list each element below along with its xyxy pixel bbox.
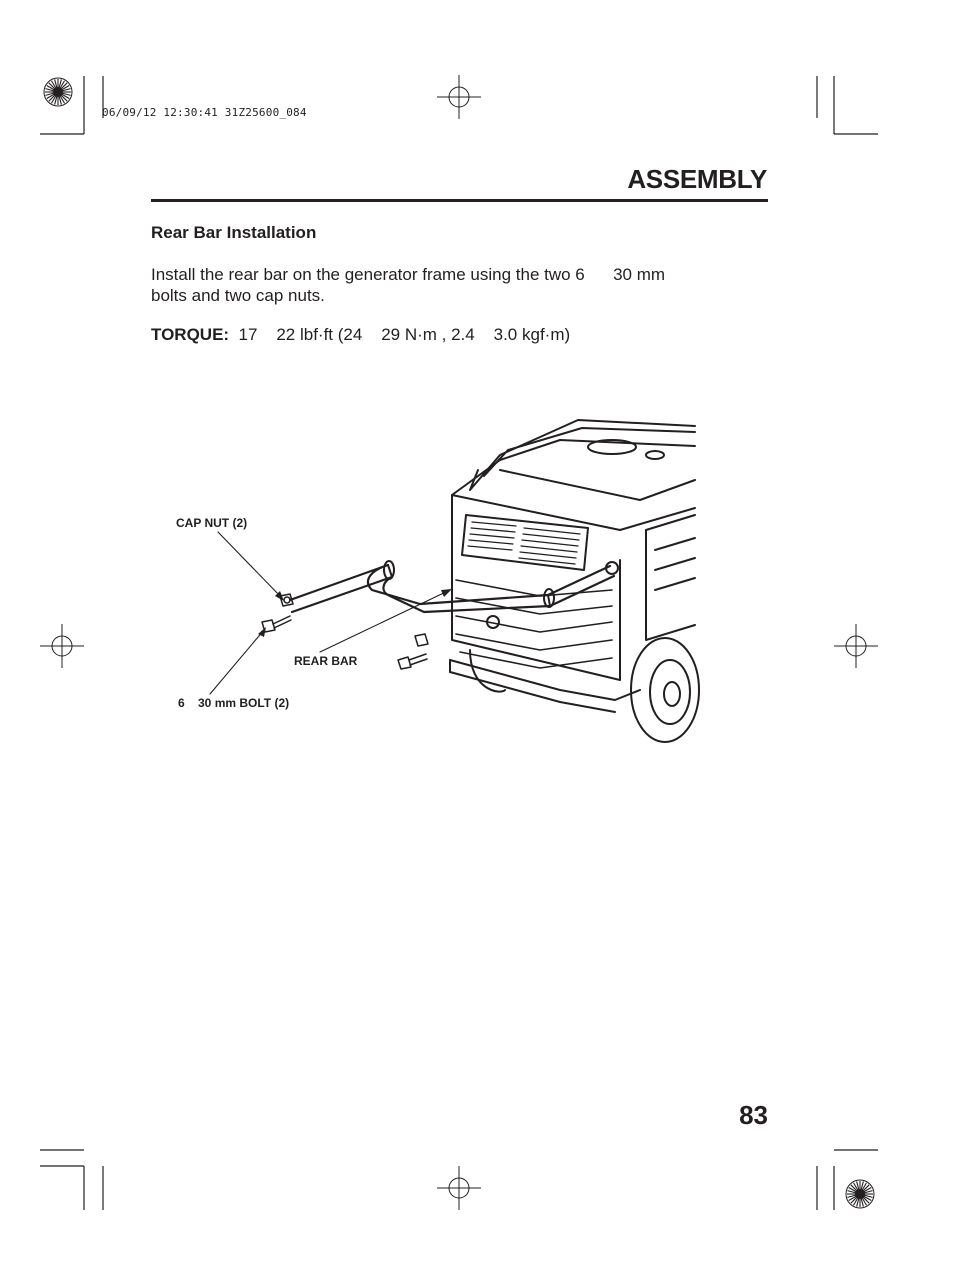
section-heading: Rear Bar Installation — [151, 223, 317, 242]
page-number: 83 — [739, 1100, 768, 1130]
cap-nut-icon — [280, 594, 428, 646]
bolt-leader — [210, 630, 264, 694]
instruction-line-2: bolts and two cap nuts. — [151, 286, 325, 305]
torque-value: 17 22 lbf·ft (24 29 N·m , 2.4 3.0 kgf·m) — [229, 325, 571, 344]
torque-label: TORQUE: — [151, 325, 230, 344]
page-title: ASSEMBLY — [627, 164, 767, 194]
callout-rear-bar: REAR BAR — [294, 654, 358, 668]
cap-nut-leader — [218, 532, 282, 598]
print-stamp: 06/09/12 12:30:41 31Z25600_084 — [102, 106, 307, 119]
rear-bar-leader — [320, 590, 450, 652]
rear-bar — [290, 565, 610, 604]
instruction-line-1: Install the rear bar on the generator frame using the two 6 30 mm — [151, 265, 666, 284]
callout-bolt: 6 30 mm BOLT (2) — [178, 696, 290, 710]
callout-cap-nut: CAP NUT (2) — [176, 516, 248, 530]
